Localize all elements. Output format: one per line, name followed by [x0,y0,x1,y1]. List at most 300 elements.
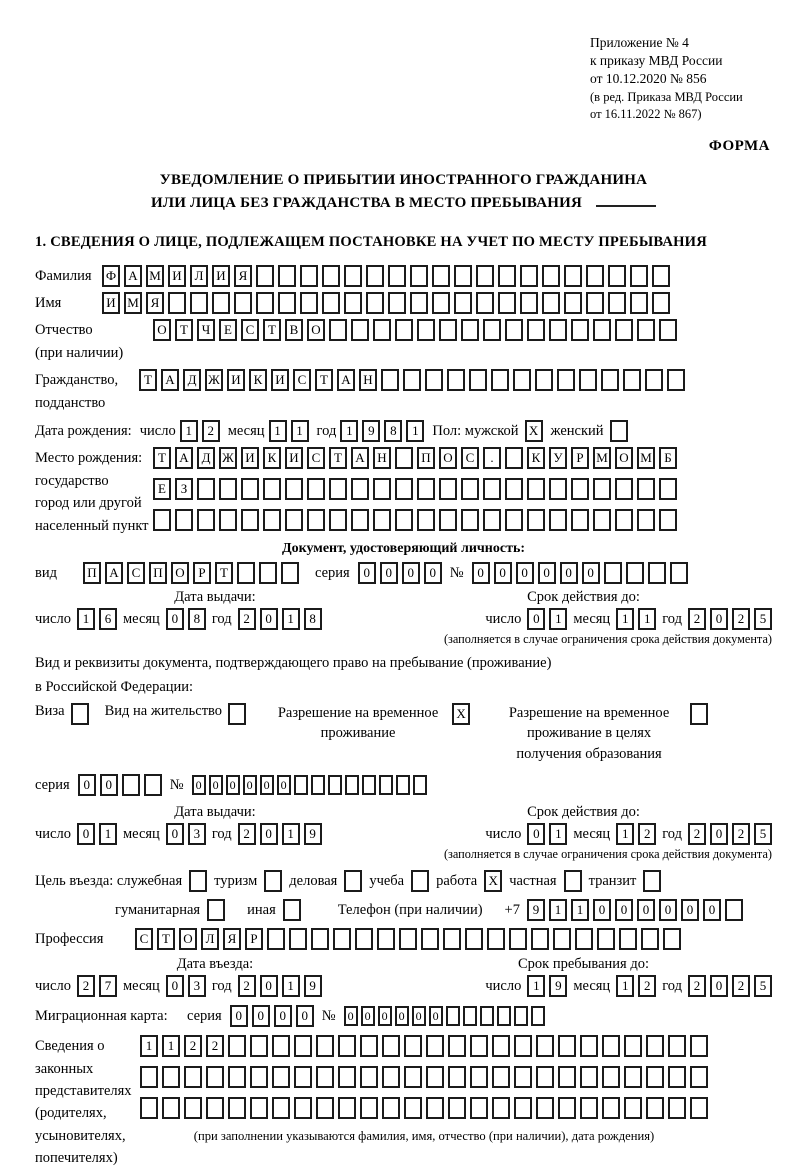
char-cell[interactable] [448,1035,466,1057]
char-cell[interactable] [263,509,281,531]
char-cell[interactable]: 0 [166,608,184,630]
char-cell[interactable]: А [124,265,142,287]
char-cell[interactable]: 0 [527,608,545,630]
char-cell[interactable]: 3 [188,975,206,997]
char-cell[interactable]: 1 [77,608,95,630]
char-cell[interactable] [461,478,479,500]
char-cell[interactable]: К [527,447,545,469]
char-cell[interactable] [608,292,626,314]
char-cell[interactable] [278,292,296,314]
char-cell[interactable] [388,292,406,314]
char-cell[interactable]: 6 [99,608,117,630]
char-cell[interactable] [652,265,670,287]
char-cell[interactable] [520,265,538,287]
char-cell[interactable]: 0 [274,1005,292,1027]
char-cell[interactable] [492,1066,510,1088]
char-cell[interactable]: 2 [638,975,656,997]
char-cell[interactable] [527,319,545,341]
char-cell[interactable]: 2 [238,608,256,630]
char-cell[interactable]: 0 [560,562,578,584]
char-cell[interactable]: Р [571,447,589,469]
char-cell[interactable] [602,1035,620,1057]
char-cell[interactable]: П [417,447,435,469]
char-cell[interactable] [448,1066,466,1088]
char-cell[interactable]: А [351,447,369,469]
char-cell[interactable] [355,928,373,950]
char-cell[interactable]: 1 [180,420,198,442]
char-cell[interactable] [575,928,593,950]
char-cell[interactable] [278,265,296,287]
char-cell[interactable] [668,1097,686,1119]
char-cell[interactable] [615,478,633,500]
char-cell[interactable]: 2 [732,608,750,630]
char-cell[interactable] [571,319,589,341]
char-cell[interactable]: 0 [252,1005,270,1027]
char-cell[interactable]: С [293,369,311,391]
char-cell[interactable] [259,562,277,584]
char-cell[interactable] [580,1097,598,1119]
char-cell[interactable]: 1 [269,420,287,442]
char-cell[interactable] [272,1035,290,1057]
profession-input[interactable] [135,928,681,950]
char-cell[interactable]: Б [659,447,677,469]
char-cell[interactable] [410,265,428,287]
char-cell[interactable] [241,478,259,500]
char-cell[interactable] [162,1066,180,1088]
char-cell[interactable]: И [285,447,303,469]
char-cell[interactable]: 0 [192,775,206,795]
char-cell[interactable]: 2 [688,975,706,997]
char-cell[interactable] [558,1066,576,1088]
char-cell[interactable] [630,292,648,314]
char-cell[interactable]: 1 [291,420,309,442]
char-cell[interactable] [395,478,413,500]
char-cell[interactable] [443,928,461,950]
char-cell[interactable]: 0 [472,562,490,584]
char-cell[interactable] [366,265,384,287]
char-cell[interactable] [373,509,391,531]
char-cell[interactable] [256,265,274,287]
char-cell[interactable]: М [637,447,655,469]
char-cell[interactable]: 0 [296,1005,314,1027]
char-cell[interactable]: А [161,369,179,391]
char-cell[interactable] [381,369,399,391]
char-cell[interactable]: 0 [277,775,291,795]
char-cell[interactable] [300,265,318,287]
char-cell[interactable]: А [105,562,123,584]
study-checkbox[interactable] [411,870,429,892]
char-cell[interactable] [586,265,604,287]
char-cell[interactable]: 2 [688,608,706,630]
char-cell[interactable] [362,775,376,795]
char-cell[interactable]: А [175,447,193,469]
char-cell[interactable] [446,1006,460,1026]
doc-number-input[interactable] [472,562,688,584]
char-cell[interactable] [272,1097,290,1119]
char-cell[interactable]: 0 [593,899,611,921]
migration-number-input[interactable] [344,1006,545,1026]
char-cell[interactable]: И [168,265,186,287]
char-cell[interactable]: Т [175,319,193,341]
char-cell[interactable]: 0 [77,823,95,845]
char-cell[interactable] [439,478,457,500]
char-cell[interactable]: У [549,447,567,469]
char-cell[interactable]: 0 [380,562,398,584]
given-name-input[interactable] [102,292,670,314]
char-cell[interactable] [690,1097,708,1119]
char-cell[interactable]: Т [153,447,171,469]
char-cell[interactable] [329,319,347,341]
char-cell[interactable] [168,292,186,314]
doc-series-input[interactable] [358,562,442,584]
char-cell[interactable]: Н [359,369,377,391]
char-cell[interactable]: 0 [260,608,278,630]
char-cell[interactable]: Я [146,292,164,314]
char-cell[interactable]: 3 [188,823,206,845]
char-cell[interactable] [285,509,303,531]
char-cell[interactable] [648,562,666,584]
char-cell[interactable] [514,1097,532,1119]
char-cell[interactable] [602,1066,620,1088]
char-cell[interactable]: 2 [77,975,95,997]
permit-issue-day-input[interactable] [77,823,117,845]
char-cell[interactable] [219,509,237,531]
char-cell[interactable] [604,562,622,584]
char-cell[interactable] [175,509,193,531]
char-cell[interactable] [549,478,567,500]
char-cell[interactable]: 0 [361,1006,375,1026]
char-cell[interactable] [637,478,655,500]
char-cell[interactable]: 9 [527,899,545,921]
char-cell[interactable] [557,369,575,391]
char-cell[interactable] [668,1066,686,1088]
char-cell[interactable]: 0 [378,1006,392,1026]
tourism-checkbox[interactable] [264,870,282,892]
char-cell[interactable] [623,369,641,391]
char-cell[interactable] [514,1066,532,1088]
char-cell[interactable]: 0 [344,1006,358,1026]
char-cell[interactable] [531,928,549,950]
char-cell[interactable] [322,265,340,287]
permit-issue-month-input[interactable] [166,823,206,845]
char-cell[interactable] [527,509,545,531]
char-cell[interactable]: 0 [494,562,512,584]
char-cell[interactable]: О [153,319,171,341]
char-cell[interactable]: 5 [754,608,772,630]
stay-month-input[interactable] [616,975,656,997]
char-cell[interactable] [256,292,274,314]
char-cell[interactable] [379,775,393,795]
char-cell[interactable] [190,292,208,314]
char-cell[interactable] [316,1066,334,1088]
char-cell[interactable] [491,369,509,391]
char-cell[interactable]: 0 [538,562,556,584]
char-cell[interactable]: Я [223,928,241,950]
char-cell[interactable] [469,369,487,391]
char-cell[interactable]: О [179,928,197,950]
char-cell[interactable] [492,1097,510,1119]
permit-number-input[interactable] [192,775,427,795]
char-cell[interactable] [267,928,285,950]
char-cell[interactable] [250,1097,268,1119]
char-cell[interactable] [197,478,215,500]
id-valid-day-input[interactable] [527,608,567,630]
char-cell[interactable] [228,1035,246,1057]
char-cell[interactable] [497,1006,511,1026]
official-checkbox[interactable] [189,870,207,892]
male-checkbox[interactable]: X [525,420,543,442]
char-cell[interactable] [263,478,281,500]
stay-day-input[interactable] [527,975,567,997]
char-cell[interactable]: 1 [340,420,358,442]
char-cell[interactable] [461,509,479,531]
char-cell[interactable]: 0 [710,608,728,630]
char-cell[interactable] [553,928,571,950]
char-cell[interactable]: 0 [260,823,278,845]
char-cell[interactable] [586,292,604,314]
char-cell[interactable]: 0 [659,899,677,921]
char-cell[interactable]: 8 [304,608,322,630]
char-cell[interactable]: К [249,369,267,391]
humanitarian-checkbox[interactable] [207,899,225,921]
char-cell[interactable] [417,319,435,341]
char-cell[interactable] [483,509,501,531]
char-cell[interactable]: Я [234,265,252,287]
char-cell[interactable] [206,1066,224,1088]
char-cell[interactable] [454,265,472,287]
char-cell[interactable]: Е [219,319,237,341]
char-cell[interactable]: Д [183,369,201,391]
char-cell[interactable]: В [285,319,303,341]
char-cell[interactable]: Ч [197,319,215,341]
char-cell[interactable]: 0 [424,562,442,584]
char-cell[interactable] [542,265,560,287]
char-cell[interactable] [476,292,494,314]
char-cell[interactable]: 0 [166,975,184,997]
char-cell[interactable] [536,1035,554,1057]
char-cell[interactable]: 1 [527,975,545,997]
char-cell[interactable] [250,1035,268,1057]
char-cell[interactable] [250,1066,268,1088]
legal-reps-row1-input[interactable] [140,1035,708,1057]
char-cell[interactable]: 0 [226,775,240,795]
char-cell[interactable]: Т [315,369,333,391]
char-cell[interactable] [558,1097,576,1119]
char-cell[interactable]: 1 [406,420,424,442]
char-cell[interactable] [333,928,351,950]
char-cell[interactable] [487,928,505,950]
char-cell[interactable]: Д [197,447,215,469]
char-cell[interactable]: 0 [78,774,96,796]
migration-series-input[interactable] [230,1005,314,1027]
char-cell[interactable] [624,1035,642,1057]
char-cell[interactable] [377,928,395,950]
char-cell[interactable] [395,447,413,469]
char-cell[interactable] [659,509,677,531]
char-cell[interactable]: Т [329,447,347,469]
char-cell[interactable] [351,319,369,341]
char-cell[interactable]: 0 [412,1006,426,1026]
char-cell[interactable]: 1 [616,975,634,997]
id-valid-year-input[interactable] [688,608,772,630]
char-cell[interactable]: 1 [282,608,300,630]
char-cell[interactable] [197,509,215,531]
char-cell[interactable]: 1 [140,1035,158,1057]
char-cell[interactable] [498,265,516,287]
visa-checkbox[interactable] [71,703,89,725]
char-cell[interactable] [470,1035,488,1057]
residence-permit-checkbox[interactable] [228,703,246,725]
char-cell[interactable]: М [146,265,164,287]
char-cell[interactable]: 0 [615,899,633,921]
entry-day-input[interactable] [77,975,117,997]
char-cell[interactable] [564,292,582,314]
char-cell[interactable] [426,1097,444,1119]
work-checkbox[interactable]: X [484,870,502,892]
char-cell[interactable]: О [615,447,633,469]
char-cell[interactable] [360,1097,378,1119]
char-cell[interactable] [602,1097,620,1119]
char-cell[interactable] [316,1035,334,1057]
char-cell[interactable] [465,928,483,950]
char-cell[interactable]: И [241,447,259,469]
char-cell[interactable] [549,509,567,531]
char-cell[interactable] [228,1066,246,1088]
char-cell[interactable]: 1 [282,975,300,997]
char-cell[interactable] [571,509,589,531]
char-cell[interactable] [630,265,648,287]
char-cell[interactable] [228,1097,246,1119]
citizenship-input[interactable] [139,369,685,391]
char-cell[interactable] [505,478,523,500]
char-cell[interactable]: 0 [637,899,655,921]
char-cell[interactable]: 0 [516,562,534,584]
char-cell[interactable]: 1 [638,608,656,630]
char-cell[interactable] [549,319,567,341]
birth-month-input[interactable] [269,420,309,442]
char-cell[interactable] [351,509,369,531]
char-cell[interactable]: С [241,319,259,341]
char-cell[interactable] [396,775,410,795]
business-checkbox[interactable] [344,870,362,892]
char-cell[interactable] [593,509,611,531]
char-cell[interactable] [615,319,633,341]
char-cell[interactable] [237,562,255,584]
char-cell[interactable]: 0 [402,562,420,584]
char-cell[interactable]: 9 [304,823,322,845]
char-cell[interactable]: Ж [205,369,223,391]
char-cell[interactable] [535,369,553,391]
char-cell[interactable] [395,319,413,341]
char-cell[interactable]: 0 [710,975,728,997]
char-cell[interactable] [382,1066,400,1088]
char-cell[interactable] [531,1006,545,1026]
char-cell[interactable]: С [461,447,479,469]
char-cell[interactable]: 2 [184,1035,202,1057]
char-cell[interactable] [241,509,259,531]
char-cell[interactable] [505,319,523,341]
char-cell[interactable] [513,369,531,391]
char-cell[interactable]: 2 [238,823,256,845]
char-cell[interactable] [344,292,362,314]
private-checkbox[interactable] [564,870,582,892]
char-cell[interactable] [294,775,308,795]
id-issue-year-input[interactable] [238,608,322,630]
char-cell[interactable] [373,478,391,500]
permit-valid-year-input[interactable] [688,823,772,845]
char-cell[interactable] [670,562,688,584]
char-cell[interactable] [461,319,479,341]
char-cell[interactable] [294,1035,312,1057]
char-cell[interactable]: П [83,562,101,584]
id-issue-month-input[interactable] [166,608,206,630]
char-cell[interactable] [439,319,457,341]
char-cell[interactable] [558,1035,576,1057]
char-cell[interactable]: 1 [99,823,117,845]
char-cell[interactable]: С [127,562,145,584]
char-cell[interactable]: 2 [688,823,706,845]
char-cell[interactable]: 0 [681,899,699,921]
char-cell[interactable]: Т [157,928,175,950]
char-cell[interactable]: Ж [219,447,237,469]
char-cell[interactable] [184,1097,202,1119]
char-cell[interactable] [514,1035,532,1057]
char-cell[interactable] [690,1035,708,1057]
char-cell[interactable] [580,1035,598,1057]
char-cell[interactable] [206,1097,224,1119]
char-cell[interactable] [498,292,516,314]
char-cell[interactable] [725,899,743,921]
char-cell[interactable] [403,369,421,391]
char-cell[interactable] [329,478,347,500]
temp-residence-edu-checkbox[interactable] [690,703,708,725]
char-cell[interactable] [659,319,677,341]
char-cell[interactable] [470,1066,488,1088]
temp-residence-checkbox[interactable]: X [452,703,470,725]
char-cell[interactable]: 2 [732,823,750,845]
char-cell[interactable] [417,478,435,500]
char-cell[interactable] [483,478,501,500]
char-cell[interactable] [624,1066,642,1088]
char-cell[interactable]: Л [201,928,219,950]
char-cell[interactable]: М [593,447,611,469]
char-cell[interactable] [646,1097,664,1119]
char-cell[interactable] [505,509,523,531]
char-cell[interactable] [219,478,237,500]
female-checkbox[interactable] [610,420,628,442]
char-cell[interactable]: 1 [616,608,634,630]
birth-year-input[interactable] [340,420,424,442]
char-cell[interactable] [624,1097,642,1119]
char-cell[interactable] [153,509,171,531]
char-cell[interactable]: А [337,369,355,391]
char-cell[interactable] [542,292,560,314]
entry-year-input[interactable] [238,975,322,997]
char-cell[interactable] [432,265,450,287]
char-cell[interactable]: 9 [304,975,322,997]
char-cell[interactable] [667,369,685,391]
char-cell[interactable]: 0 [527,823,545,845]
char-cell[interactable] [652,292,670,314]
char-cell[interactable]: 5 [754,975,772,997]
char-cell[interactable] [399,928,417,950]
transit-checkbox[interactable] [643,870,661,892]
char-cell[interactable] [144,774,162,796]
char-cell[interactable]: 9 [362,420,380,442]
char-cell[interactable] [536,1066,554,1088]
char-cell[interactable]: 1 [571,899,589,921]
char-cell[interactable] [593,319,611,341]
